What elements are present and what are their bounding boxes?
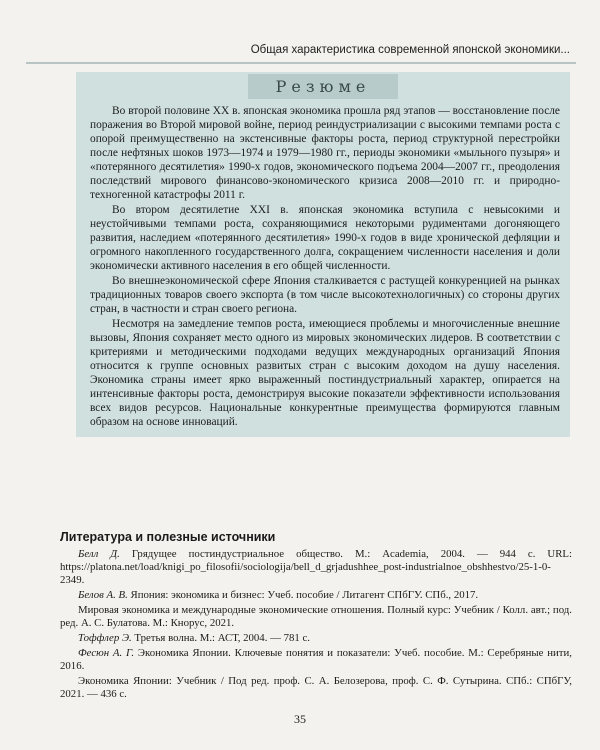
reference-text: Япония: экономика и бизнес: Учеб. пособие / Литагент СПбГУ. СПб., 2017. [127, 589, 479, 601]
reference-text: Грядущее постиндустриальное общество. М.: Academia, 2004. — 944 с. URL: https://platona.net/load/knigi_po_filosofii/sociologija/bell_d_grjadushhee_post-industrialnoe_obshhestvo/25-1-0-2349. [60, 548, 573, 586]
reference-item [60, 589, 572, 602]
summary-paragraph: Во втором десятилетие XXI в. японская экономика вступила с невысокими и неустойчивыми темпами роста, сохраняющимися некоторыми рудиментами догоняющего развития, наследием «потерянного десятилетия» 1990-х годов в виде хронической дефляции и огромного накопленного государственного долга, сокращением численности населения и доли экономически активного населения в его общей численности. [90, 204, 560, 272]
literature-heading: Литература и полезные источники [60, 530, 276, 544]
reference-text: Экономика Японии. Ключевые понятия и показатели: Учеб. пособие. М.: Серебряные нити, 2016. [60, 647, 572, 672]
summary-paragraph: Во внешнеэкономической сфере Япония сталкивается с растущей конкуренцией на рынках традиционных товаров своего экспорта (в том числе высокотехнологичных) со стороны других стран, в частности и стран своего региона. [90, 275, 560, 315]
reference-author: Фесюн А. Г. [78, 647, 135, 659]
reference-item [60, 647, 572, 673]
reference-author: Тоффлер Э. [78, 632, 132, 644]
reference-item [60, 632, 572, 645]
literature-list [60, 548, 572, 703]
summary-box [76, 72, 570, 437]
reference-text: Экономика Японии: Учебник / Под ред. проф. С. А. Белозерова, проф. С. Ф. Сутырина. СПб.: СПбГУ, 2021. — 436 с. [60, 675, 572, 700]
summary-paragraph: Во второй половине XX в. японская экономика прошла ряд этапов — восстановление после поражения во Второй мировой войне, период реиндустриализации с высокими темпами роста с опорой преимущественно на экстенсивные факторы роста, период структурной перестройки после нефтяных шоков 1973—1974 и 1979—1980 гг., периоды экономики «мыльного пузыря» и «потерянного десятилетия» 1990-х годов, экономического подъема 2004—2007 гг., преодоления последствий мирового финансово-экономического кризиса 2008—2010 гг. и природно-техногенной катастрофы 2011 г. [90, 105, 560, 201]
reference-text: Третья волна. М.: АСТ, 2004. — 781 с. [131, 632, 310, 644]
summary-paragraph: Несмотря на замедление темпов роста, имеющиеся проблемы и многочисленные внешние вызовы, Япония сохраняет место одного из мировых экономических лидеров. В соответствии с критериями и методическими подходами ведущих международных организаций Япония относится к группе основных развитых стран с высоким доходом на душу населения. Экономика страны имеет ярко выраженный постиндустриальный характер, опирается на интенсивные факторы роста, демонстрируя высокие показатели эффективности использования всех видов ресурсов. Национальные конкурентные преимущества формируются главным образом на основе инноваций. [90, 318, 560, 428]
reference-author: Белов А. В. [78, 589, 128, 601]
reference-text: Мировая экономика и международные экономические отношения. Полный курс: Учебник / Колл. авт.; под. ред. А. С. Булатова. М.: Кнорус, 2021. [60, 604, 572, 629]
reference-author: Белл Д. [78, 548, 120, 560]
summary-title: Резюме [248, 74, 398, 99]
running-head: Общая характеристика современной японской экономики... [250, 44, 570, 56]
reference-item [60, 604, 572, 630]
reference-item [60, 675, 572, 701]
header-rule [26, 62, 576, 64]
page-number: 35 [294, 712, 306, 726]
reference-item [60, 548, 572, 587]
